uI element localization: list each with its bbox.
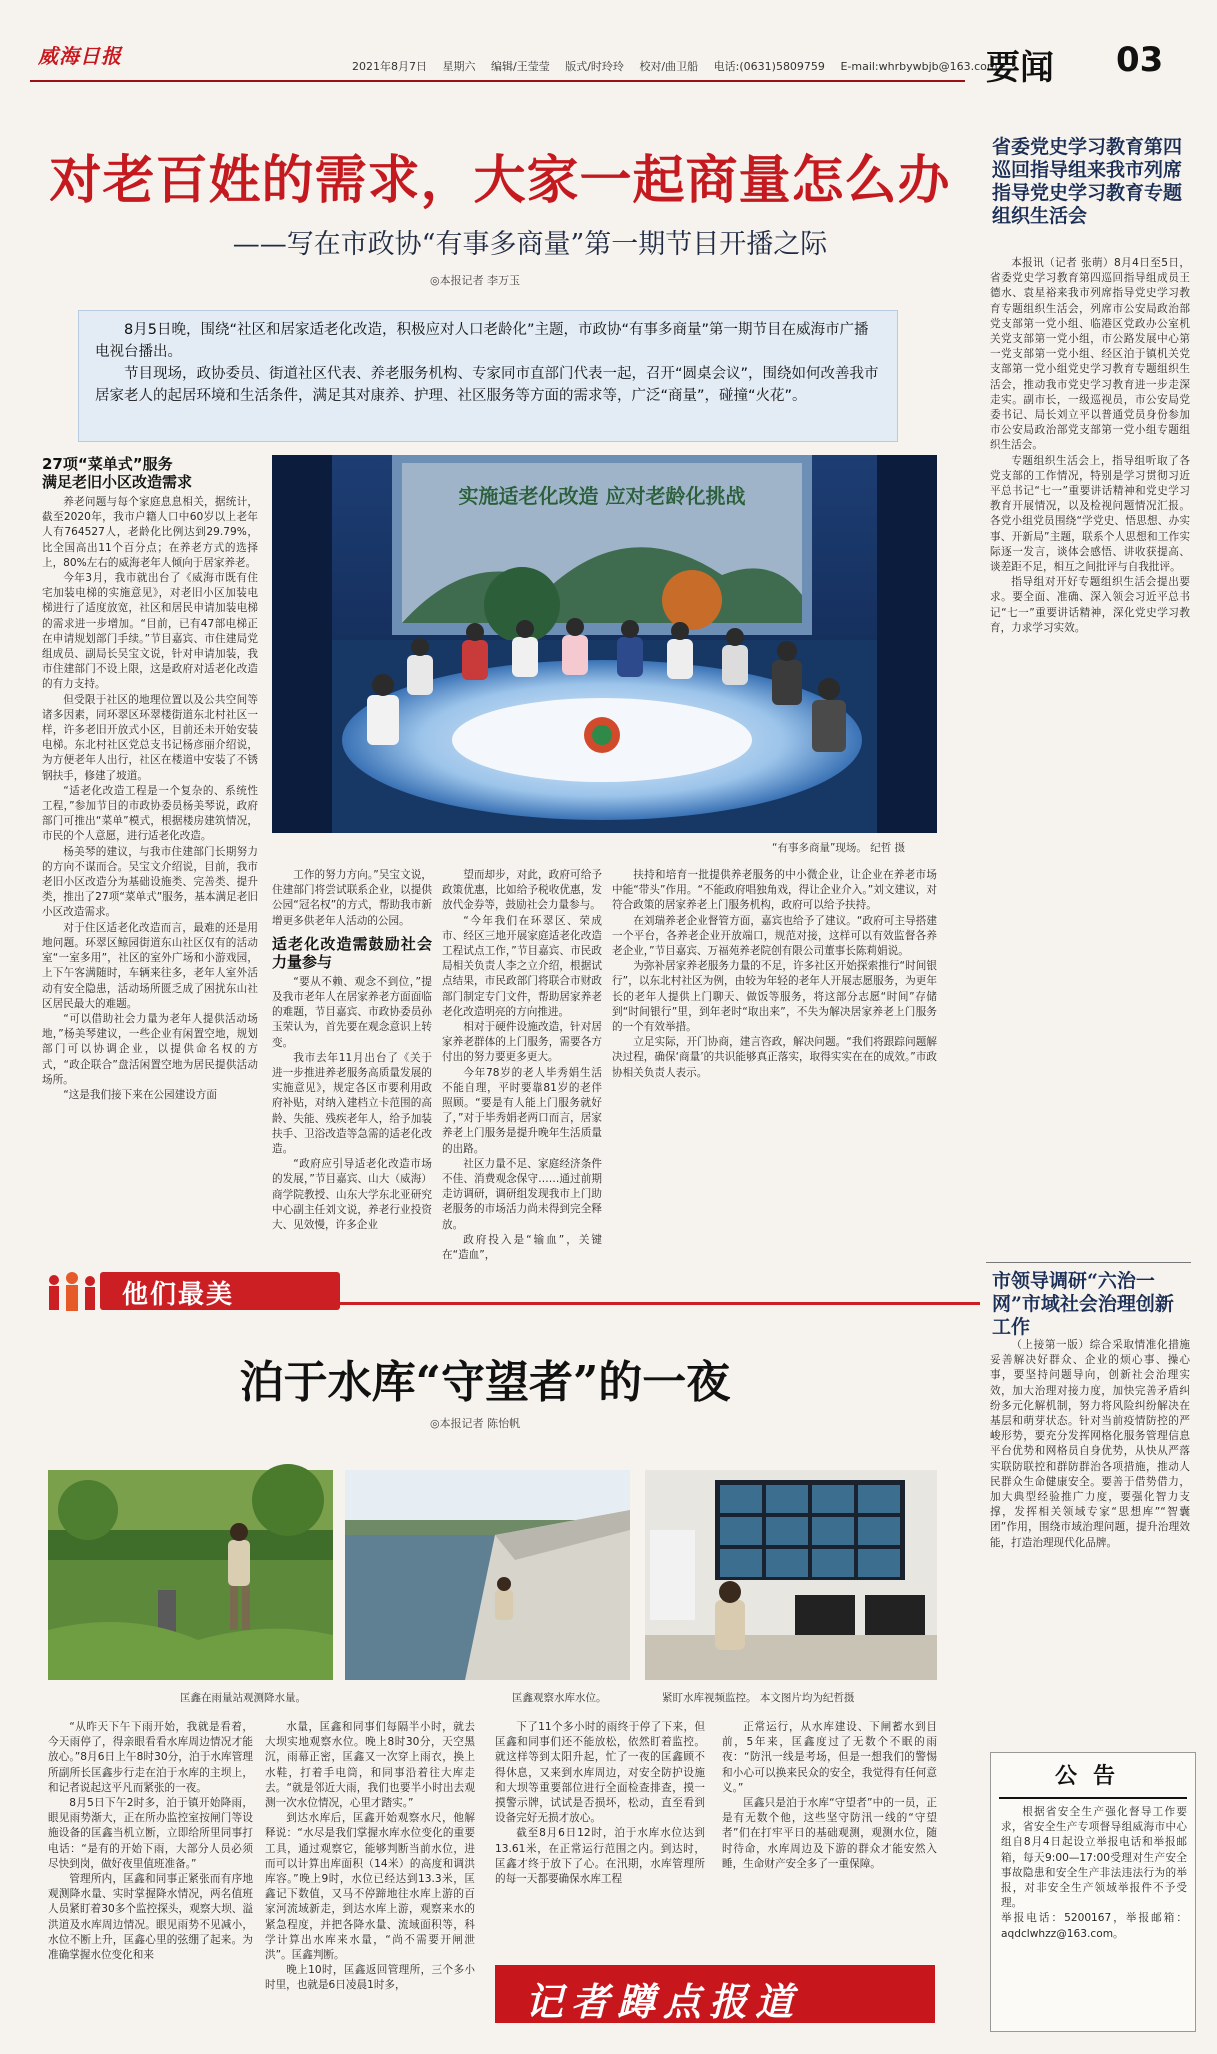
feature-column-4 xyxy=(722,1720,937,1955)
issue-weekday: 星期六 xyxy=(442,60,476,73)
main-column-1 xyxy=(42,455,258,1185)
newspaper-logo: 威海日报 xyxy=(38,44,122,68)
main-column-2 xyxy=(272,868,432,1232)
notice-box xyxy=(990,1752,1196,2032)
paragraph: 水量，匡鑫和同事们每隔半小时，就去大坝实地观察水位。晚上8时30分，天空黑沉，雨幕正密，匡鑫又一次穿上雨衣，换上水鞋，打着手电筒，和同事沿着往大库走去。“就是邻近大雨，我们也要半小时出去观测一次水位情况，心里才踏实。” xyxy=(265,1721,475,1810)
paragraph: 专题组织生活会上，指导组听取了各党支部的工作情况，特别是学习贯彻习近平总书记“七一”重要讲话精神和党史学习教育开展情况，以及检视问题情况汇报。各党小组党员围绕“学党史、悟思想、办实事、开新局”主题，联系个人思想和工作实际逐一发言，谈体会感悟、讲收获提高、谈差距不足，相互之间批评与自我批评。 xyxy=(990,454,1190,574)
monitor-room-image xyxy=(645,1470,937,1680)
feature-column-2 xyxy=(265,1720,475,2040)
paragraph: 但受限于社区的地理位置以及公共空间等诸多因素，同环翠区环翠楼街道东北村社区一样，许多老旧开放式小区，目前还未开始安装电梯。东北村社区党总支书记杨彦丽介绍说，为方便老年人出行，社区在楼道中安装了不锈钢扶手，修建了坡道。 xyxy=(42,693,258,782)
main-subhead: ——写在市政协“有事多商量”第一期节目开播之际 xyxy=(232,229,828,260)
photo-caption: “有事多商量”现场。 纪哲 摄 xyxy=(772,842,906,854)
paragraph: 下了11个多小时的雨终于停了下来，但匡鑫和同事们还不能放松，依然盯着监控。就这样等到太阳升起，忙了一夜的匡鑫顾不得休息，又来到水库周边，对安全防护设施和大坝等重要部位进行全面检查排查，摸一摸警示牌，试试是否损坏，松动，直至看到设备完好无损才放心。 xyxy=(495,1721,705,1825)
studio-scene-image xyxy=(272,455,937,833)
paragraph: 杨美琴的建议，与我市住建部门长期努力的方向不谋而合。吴宝文介绍说，目前，我市老旧小区改造分为基础设施类、完善类、提升类，推出了27项“菜单式”服务，基本满足老旧小区改造需求。 xyxy=(42,845,258,919)
column-heading: 适老化改造需鼓励社会力量参与 xyxy=(272,934,432,971)
paragraph: 望而却步，对此，政府可给予政策优惠，比如给予税收优惠，发放代金券等，鼓励社会力量参与。 xyxy=(442,869,602,912)
section-name: 要闻 xyxy=(986,48,1054,88)
contact-email: E-mail:whrbywbjb@163.com xyxy=(840,60,998,73)
feature-banner xyxy=(40,1272,960,1312)
feature-column-1 xyxy=(48,1720,253,2040)
paragraph: 截至8月6日12时，泊于水库水位达到13.61米，在正常运行范围之内。到达时，匡鑫才终于放下了心。在汛期，水库管理所的每一天都要确保水库工程 xyxy=(495,1827,705,1886)
paragraph: 在刘瑞养老企业督管方面，嘉宾也给予了建议。“政府可主导搭建一个平台，各养老企业开放端口，规范对接，这样可以有效监督各养老企业，”节目嘉宾、万福苑养老院创有限公司董事长陈莉娟说。 xyxy=(612,914,937,958)
rain-gauge-image xyxy=(48,1470,333,1680)
main-headline: 对老百姓的需求，大家一起商量怎么办 xyxy=(49,150,951,211)
issue-date: 2021年8月7日 xyxy=(352,60,427,73)
proof-credit: 校对/曲卫船 xyxy=(639,60,699,73)
paragraph: 到达水库后，匡鑫开始观察水尺，他解释说：“水尽是我们掌握水库水位变化的重要工具，通过观察它，能够判断当前水位，进而可以计算出库面积（14米）的高度和调洪库容。”晚上9时，水位已经达到13.3米，匡鑫记下数值，又马不停蹄地往水库上游的百家河流域新走，到达水库上游，观察来水的紧急程度，并把各降水量、流域面积等，科学计算出水库来水量，“尚不需要开闸泄洪”。匡鑫判断。 xyxy=(265,1812,475,1962)
paragraph: 晚上10时，匡鑫返回管理所，三个多小时里，也就是6日凌晨1时多， xyxy=(265,1964,475,1992)
paragraph: “适老化改造工程是一个复杂的、系统性工程，”参加节目的市政协委员杨美琴说，政府部门可推出“菜单”模式，根据楼房建筑情况，市民的个人意愿，进行适老化改造。 xyxy=(42,784,258,843)
paragraph: 养老问题与每个家庭息息相关，据统计，截至2020年，我市户籍人口中60岁以上老年人有764527人，老龄化比例达到29.79%，比全国高出11个百分点；在养老方式的选择上，80%左右的威海老年人倾向于居家养老。 xyxy=(42,496,258,569)
paragraph: 指导组对开好专题组织生活会提出要求。要全面、准确、深入领会习近平总书记“七一”重要讲话精神，深化党史学习教育，力求学习实效。 xyxy=(990,576,1190,634)
reporter-banner xyxy=(495,1965,935,2023)
banner-text: 他们最美 xyxy=(122,1280,235,1310)
notice-text: 根据省安全生产强化督导工作要求，省安全生产专项督导组威海市中心组自8月4日起设立举报电话和举报邮箱，每天9:00—17:00受理对生产安全事故隐患和安全生产非法违法行为的举报，对非安全生产领域举报件不予受理。 xyxy=(1001,1806,1187,1910)
header-rule xyxy=(30,80,965,82)
paragraph: “可以借助社会力量为老年人提供活动场地，”杨美琴建议，一些企业有闲置空地，规划部门可以协调企业，以提供命名权的方式，“政企联合”盘活闲置空地为居民提供活动场所。 xyxy=(42,1012,258,1086)
reservoir-photo xyxy=(345,1470,630,1680)
main-column-3 xyxy=(442,868,602,1262)
paragraph: 我市去年11月出台了《关于进一步推进养老服务高质量发展的实施意见》，规定各区市要利用政府补贴，对纳入建档立卡范围的高龄、失能、残疾老年人，给予加装扶手、卫浴改造等急需的适老化改造。 xyxy=(272,1051,432,1156)
main-byline: ◎本报记者 李万玉 xyxy=(430,274,521,287)
paragraph: 本报讯（记者 张萌）8月4日至5日，省委党史学习教育第四巡回指导组成员王德水、袁星裕来我市列席指导党史学习教育专题组织生活会，列席市公安局政治部党支部第一党小组、临港区党政办公室机关党支部第一党小组，市公路发展中心第一党支部第一党小组、经区泊于镇机关党支部第一党小组党史学习教育专题组织生活会，推动我市党史学习教育进一步走深走实。副市长，一级巡视员，市公安局党委书记、局长刘立平以普通党员身份参加市公安局政治部党支部第一党小组专题组织生活会。 xyxy=(990,257,1190,452)
paragraph: 今年78岁的老人毕秀娟生活不能自理，平时要靠81岁的老伴照顾。“要是有人能上门服务就好了，”对于毕秀娟老两口而言，居家养老上门服务是提升晚年生活质量的出路。 xyxy=(442,1066,602,1155)
right-story-1-title: 省委党史学习教育第四巡回指导组来我市列席指导党史学习教育专题组织生活会 xyxy=(992,136,1183,227)
notice-rule xyxy=(999,1797,1187,1799)
paragraph: 对于住区适老化改造而言，最难的还是用地问题。环翠区鲸园街道东山社区仅有的活动室“一室多用”，社区的室外广场和小游戏园，上下午客满随时，车辆来往多，老年人室外活动有安全隐患，活动场所匮乏成了困扰东山社区居民最大的难题。 xyxy=(42,921,258,1010)
photo-caption: 匡鑫在雨量站观测降水量。 xyxy=(180,1692,306,1704)
photo-caption: 匡鑫观察水库水位。 xyxy=(512,1692,607,1704)
right-story-1-body xyxy=(990,256,1190,1254)
feature-byline: ◎本报记者 陈怡帆 xyxy=(430,1417,521,1430)
paragraph: 为弥补居家养老服务力量的不足，许多社区开始探索推行“时间银行”，以东北村社区为例，由较为年轻的老年人开展志愿服务，为更年长的老年人提供上门聊天、做饭等服务，将这部分志愿“时间”存储到“时间银行”里，到年老时“取出来”，不失为解决居家养老上门服务的一个有效举措。 xyxy=(612,960,937,1034)
column-heading: 27项“菜单式”服务 满足老旧小区改造需求 xyxy=(42,455,193,491)
layout-credit: 版式/时玲玲 xyxy=(565,60,624,73)
section-label xyxy=(978,40,1188,88)
reporter-banner-text: 记者蹲点报道 xyxy=(525,1979,802,2024)
lead-box xyxy=(78,310,898,442)
roundtable-photo xyxy=(272,455,937,833)
monitor-room-photo xyxy=(645,1470,937,1680)
notice-title: 公告 xyxy=(1054,1763,1131,1789)
paragraph: “这是我们接下来在公园建设方面 xyxy=(63,1088,217,1101)
lead-paragraph: 8月5日晚，围绕“社区和居家适老化改造，积极应对人口老龄化”主题，市政协“有事多商量”第一期节目在威海市广播电视台播出。 xyxy=(95,322,869,360)
screen-slogan: 实施适老化改造 应对老龄化挑战 xyxy=(458,484,746,508)
people-silhouette-icon xyxy=(40,1272,100,1312)
paragraph: 今年3月，我市就出台了《威海市既有住宅加装电梯的实施意见》，对老旧小区加装电梯进行了适度放宽，社区和居民申请加装电梯的需求进一步增加。“目前，已有47部电梯正在申请规划部门手续。”节目嘉宾、市住建局党组成员、副局长吴宝文说，针对申请加装，我市住建部门不设上限，这是政府对适老化改造的有力支持。 xyxy=(42,572,258,691)
editor-credit: 编辑/王莹莹 xyxy=(491,60,550,73)
feature-headline: 泊于水库“守望者”的一夜 xyxy=(239,1357,731,1408)
header-meta xyxy=(352,58,1010,74)
feature-column-3 xyxy=(495,1720,705,1955)
paragraph: 立足实际，开门协商，建言咨政，解决问题。“我们将跟踪问题解决过程，确保‘商量’的共识能够真正落实，取得实实在在的成效。”市政协相关负责人表示。 xyxy=(612,1036,937,1079)
paragraph: 8月5日下午2时多，泊于镇开始降雨，眼见雨势渐大，正在所办监控室按闸门等设施设备的匡鑫当机立断，立即给所里同事打电话：“是有的开始下雨，大部分人员必须尽快到岗，做好夜里值班准备。” xyxy=(48,1797,253,1870)
reservoir-image xyxy=(345,1470,630,1680)
paragraph: 匡鑫只是泊于水库“守望者”中的一员，正是有无数个他，这些坚守防汛一线的“守望者”们在打牢平日的基础观测，观测水位，随时待命，水库周边及下游的群众才能安然入睡，生命财产安全多了一重保障。 xyxy=(722,1797,937,1870)
paragraph: 相对于硬件设施改造，针对居家养老群体的上门服务，需要各方付出的努力要更多更大。 xyxy=(442,1021,602,1064)
paragraph: “要从不赖、观念不到位，”提及我市老年人在居家养老方面面临的难题，节目嘉宾、市政协委员孙玉荣认为，首先要在观念意识上转变。 xyxy=(272,975,432,1049)
lead-paragraph: 节目现场，政协委员、街道社区代表、养老服务机构、专家同市直部门代表一起，召开“圆桌会议”，围绕如何改善我市居家老人的起居环境和生活条件，满足其对康养、护理、社区服务等方面的需求等，广泛“商量”，碰撞“火花”。 xyxy=(95,366,879,404)
notice-contact: 举报电话：5200167，举报邮箱：aqdclwhzz@163.com。 xyxy=(1001,1912,1187,1940)
paragraph: 政府投入是“输血”，关键在“造血”， xyxy=(442,1233,602,1262)
paragraph: 社区力量不足、家庭经济条件不佳、消费观念保守……通过前期走访调研，调研组发现我市上门助老服务的市场活力尚未得到完全释放。 xyxy=(442,1157,602,1231)
paragraph: 扶持和培育一批提供养老服务的中小微企业，让企业在养老市场中能“带头”作用。“不能政府唱独角戏，得让企业介入。”刘文建议，对符合政策的居家养老上门服务机构，政府可以给予扶持。 xyxy=(612,869,937,912)
page-number: 03 xyxy=(1116,40,1164,80)
photo-caption: 紧盯水库视频监控。 本文图片均为纪哲摄 xyxy=(662,1692,855,1704)
masthead xyxy=(0,0,1217,96)
notice-body xyxy=(1001,1805,1187,2025)
paragraph: “今年我们在环翠区、荣成市、经区三地开展家庭适老化改造工程试点工作，”节目嘉宾、市民政局相关负责人李之立介绍，根据试点结果，市民政部门将联合市财政部门制定专门文件，帮助居家养老老化改造明亮的方向推进。 xyxy=(442,914,602,1018)
main-column-4 xyxy=(612,868,937,1190)
right-divider xyxy=(986,1262,1191,1263)
paragraph: “政府应引导适老化改造市场的发展，”节目嘉宾、山大（威海）商学院教授、山东大学东北亚研究中心副主任刘文说，养老行业投资大、见效慢，许多企业 xyxy=(272,1158,432,1232)
paragraph: 工作的努力方向。”吴宝文说，住建部门将尝试联系企业，以提供公园“冠名权”的方式，帮助我市新增更多供老年人活动的公园。 xyxy=(272,869,432,927)
paragraph: 正常运行，从水库建设、下闸蓄水到目前，5年来，匡鑫度过了无数个不眠的雨夜：“防汛一线是考场，但是一想我们的警惕和小心可以换来民众的安全，我觉得有任何意义。” xyxy=(722,1721,937,1794)
paragraph: 管理所内，匡鑫和同事正紧张而有序地观测降水量、实时掌握降水情况，两名值班人员紧盯着30多个监控探头，观察大坝、溢洪道及水库周边情况。眼见雨势不见减小，水位不断上升，匡鑫心里的弦绷了起来。为准确掌握水位变化和来 xyxy=(48,1873,253,1962)
paragraph: “从昨天下午下雨开始，我就是看着，今天雨停了，得亲眼看看水库周边情况才能放心。”8月6日上午8时30分，泊于水库管理所副所长匡鑫步行走在泊于水库的主坝上，和记者说起这平凡而紧张的一夜。 xyxy=(48,1721,253,1794)
right-story-2-title: 市领导调研“六治一网”市域社会治理创新工作 xyxy=(992,1270,1174,1338)
contact-phone: 电话:(0631)5809759 xyxy=(713,60,825,73)
rain-gauge-photo xyxy=(48,1470,333,1680)
banner-line xyxy=(340,1302,980,1305)
right-story-2-body xyxy=(990,1338,1190,1738)
paragraph: （上接第一版）综合采取情准化措施妥善解决好群众、企业的烦心事、操心事，要坚持问题导向，创新社会治理实效，加大治理对接力度，加快完善矛盾纠纷多元化解机制，努力将风险纠纷解决在基层和萌芽状态。针对当前疫情防控的严峻形势，要充分发挥网格化服务管理信息平台优势和网格员自身优势，从快从严落实联防联控和群防群治各项措施，推动人民群众生命健康安全。要善于借势借力，加大典型经验推广力度，要强化智力支撑，发挥相关领域专家“思想库”“智囊团”作用，围绕市域治理问题，提升治理效能，打造治理现代化品牌。 xyxy=(990,1339,1190,1549)
